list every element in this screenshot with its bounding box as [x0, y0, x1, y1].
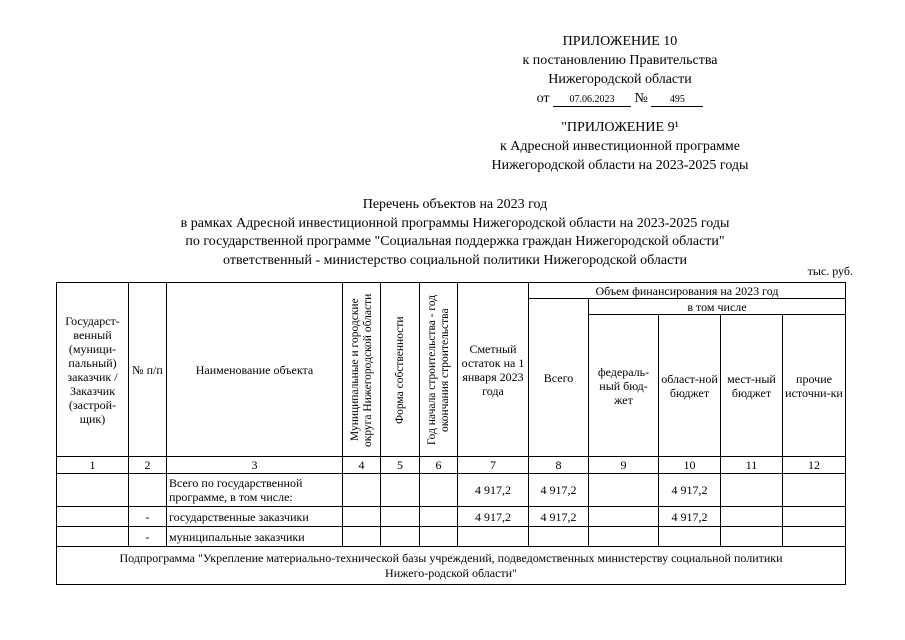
cell-estimate: 4 917,2: [458, 507, 529, 527]
header-other: прочие источни-ки: [783, 315, 846, 457]
col-num: 7: [458, 457, 529, 474]
header-financing: Объем финансирования на 2023 год: [529, 283, 846, 299]
header-regional: област-ной бюджет: [659, 315, 721, 457]
decree-number: 495: [651, 94, 703, 107]
appendix-10-block: [470, 32, 770, 108]
title-line4: ответственный - министерство социальной политики Нижегородской области: [223, 252, 687, 268]
header-estimate: Сметный остаток на 1 января 2023 года: [458, 283, 529, 457]
header-object: Наименование объекта: [167, 283, 343, 457]
header-customer: Государст-венный (муници-пальный) заказчик / Заказчик (застрой-щик): [57, 283, 129, 457]
number-label: №: [634, 91, 648, 106]
cell-num: [129, 474, 167, 507]
col-num: 2: [129, 457, 167, 474]
from-label: от: [536, 91, 550, 106]
col-num: 9: [589, 457, 659, 474]
appendix-9-title: "ПРИЛОЖЕНИЕ 9¹: [561, 120, 679, 135]
cell-federal: [589, 474, 659, 507]
header-federal: федераль-ный бюд-жет: [589, 315, 659, 457]
objects-table: [56, 282, 846, 585]
subprogram-title: Подпрограмма "Укрепление материально-технической базы учреждений, подведомственных министерству социальной политики Нижего-родской области": [57, 547, 846, 585]
col-num: 12: [783, 457, 846, 474]
appendix-9-line3: Нижегородской области на 2023-2025 годы: [491, 158, 749, 173]
col-num: 5: [381, 457, 420, 474]
decree-date: 07.06.2023: [553, 94, 631, 107]
appendix-10-title: ПРИЛОЖЕНИЕ 10: [562, 34, 678, 49]
title-line3: по государственной программе "Социальная поддержка граждан Нижегородской области": [185, 234, 725, 249]
appendix-10-line2: к постановлению Правительства: [522, 53, 718, 68]
document-title: [80, 196, 830, 270]
header-years: [420, 283, 458, 457]
col-num: 1: [57, 457, 129, 474]
header-municipality-text: Муниципальные и городские округа Нижегородской области: [348, 292, 374, 447]
units-label: тыс. руб.: [807, 264, 853, 278]
header-local: мест-ный бюджет: [721, 315, 783, 457]
cell-other: [783, 474, 846, 507]
appendix-9-line2: к Адресной инвестиционной программе: [499, 139, 741, 154]
cell-regional: [659, 527, 721, 547]
column-number-row: [57, 457, 846, 474]
cell-years: [420, 474, 458, 507]
cell-estimate: [458, 527, 529, 547]
cell-ownership: [381, 474, 420, 507]
cell-federal: [589, 527, 659, 547]
header-total: Всего: [529, 299, 589, 457]
cell-name: Всего по государственной программе, в том числе:: [167, 474, 343, 507]
col-num: 3: [167, 457, 343, 474]
cell-years: [420, 527, 458, 547]
appendix-9-block: [470, 118, 770, 175]
cell-municipality: [343, 527, 381, 547]
cell-customer: [57, 527, 129, 547]
cell-num: -: [129, 527, 167, 547]
table-row: [57, 474, 846, 507]
cell-municipality: [343, 474, 381, 507]
cell-local: [721, 507, 783, 527]
cell-customer: [57, 474, 129, 507]
cell-total: 4 917,2: [529, 474, 589, 507]
cell-municipality: [343, 507, 381, 527]
cell-ownership: [381, 507, 420, 527]
appendix-10-dateline: [470, 89, 770, 108]
cell-local: [721, 474, 783, 507]
table-row: [57, 507, 846, 527]
cell-name: государственные заказчики: [167, 507, 343, 527]
cell-other: [783, 507, 846, 527]
cell-other: [783, 527, 846, 547]
cell-local: [721, 527, 783, 547]
col-num: 6: [420, 457, 458, 474]
col-num: 11: [721, 457, 783, 474]
table-row: [57, 527, 846, 547]
header-ownership: [381, 283, 420, 457]
cell-ownership: [381, 527, 420, 547]
col-num: 10: [659, 457, 721, 474]
cell-total: [529, 527, 589, 547]
cell-federal: [589, 507, 659, 527]
header-municipality: [343, 283, 381, 457]
cell-num: -: [129, 507, 167, 527]
cell-customer: [57, 507, 129, 527]
cell-total: 4 917,2: [529, 507, 589, 527]
cell-name: муниципальные заказчики: [167, 527, 343, 547]
cell-estimate: 4 917,2: [458, 474, 529, 507]
header-years-text: Год начала строительства - год окончания строительства: [425, 294, 451, 445]
appendix-10-line3: Нижегородской области: [548, 72, 692, 87]
header-including: в том числе: [589, 299, 846, 315]
col-num: 8: [529, 457, 589, 474]
subprogram-row: [57, 547, 846, 585]
cell-years: [420, 507, 458, 527]
col-num: 4: [343, 457, 381, 474]
title-line2: в рамках Адресной инвестиционной программы Нижегородской области на 2023-2025 годы: [180, 215, 730, 231]
header-ownership-text: Форма собственности: [393, 315, 406, 424]
header-num: № п/п: [129, 283, 167, 457]
cell-regional: 4 917,2: [659, 474, 721, 507]
title-line1: Перечень объектов на 2023 год: [362, 197, 548, 212]
cell-regional: 4 917,2: [659, 507, 721, 527]
